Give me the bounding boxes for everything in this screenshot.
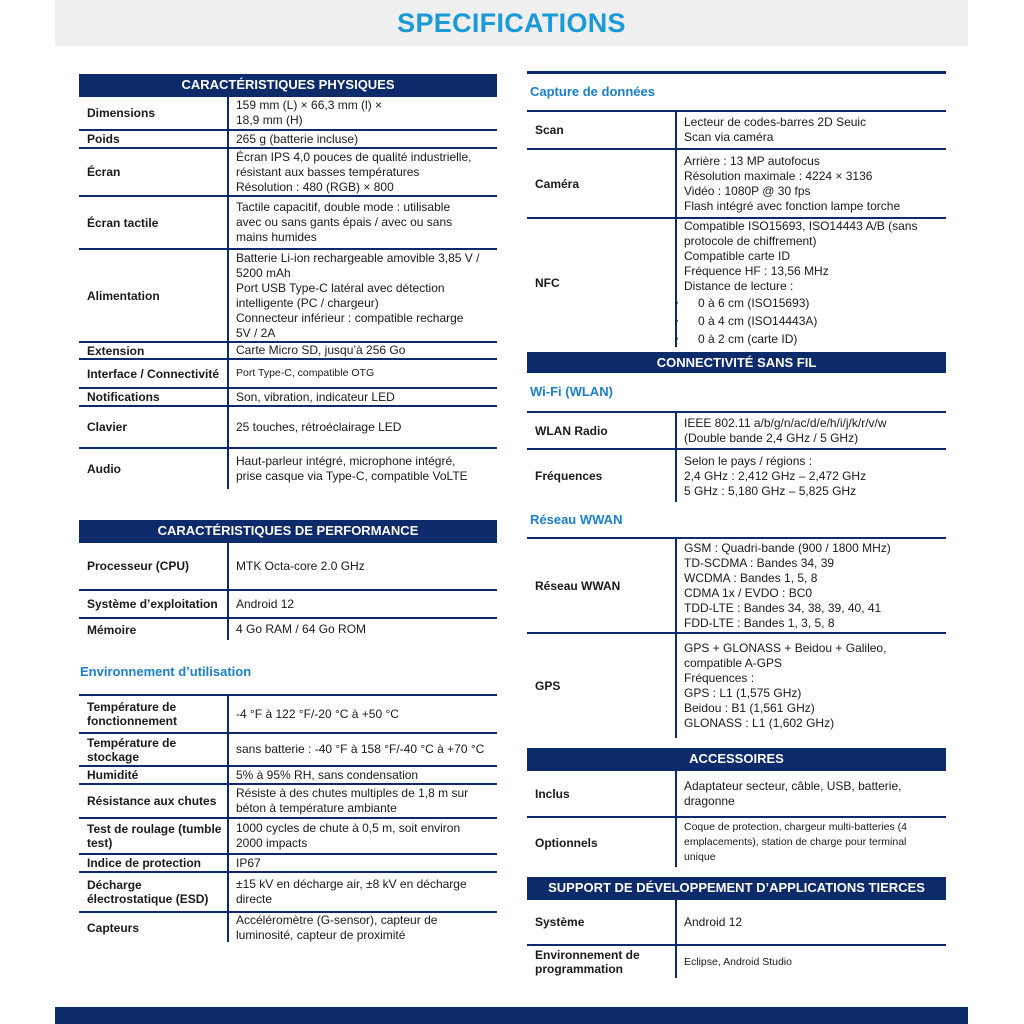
row-label: Extension [87,343,145,358]
value-line: sans batterie : -40 °F à 158 °F/-40 °C à +70 °C [236,742,485,756]
table-row [79,871,497,911]
section-header: CARACTÉRISTIQUES PHYSIQUES [79,74,497,95]
table-row [527,816,946,867]
table-row [79,617,497,640]
row-label: Mémoire [87,622,137,637]
value-line: 5% à 95% RH, sans condensation [236,767,419,782]
row-label: Indice de protection [87,856,202,870]
value-line: Résolution maximale : 4224 × 3136 [684,168,873,183]
table-row [527,537,946,632]
value-line: protocole de chiffrement) [684,233,817,248]
value-line: -4 °F à 122 °F/-20 °C à +50 °C [236,706,399,721]
table-row [79,248,497,341]
value-line: Connecteur inférieur : compatible recharge [236,310,464,325]
value-line: Coque de protection, chargeur multi-batteries (4 [684,821,907,833]
table-row [79,694,497,732]
value-line: 1000 cycles de chute à 0,5 m, soit environ [236,821,461,835]
value-line: (Double bande 2,4 GHz / 5 GHz) [684,430,859,445]
support-table [527,898,946,978]
row-value [675,771,946,816]
row-label: Humidité [87,768,139,782]
table-row [527,110,946,148]
row-value [675,450,946,502]
value-line: WCDMA : Bandes 1, 5, 8 [684,570,818,585]
value-line: avec ou sans gants épais / avec ou sans [236,215,453,229]
value-line: Eclipse, Android Studio [684,955,792,968]
page-title: SPECIFICATIONS [397,8,626,38]
value-line: 2,4 GHz : 2,412 GHz – 2,472 GHz [684,468,867,483]
row-value [227,250,497,341]
row-label: Écran tactile [87,215,159,230]
table-row [79,783,497,817]
wifi-table [527,411,946,502]
table-row [79,405,497,447]
wireless-section [527,352,946,738]
value-line: Adaptateur secteur, câble, USB, batterie, [684,778,902,793]
row-value [227,389,497,405]
row-value [227,873,497,911]
value-line: Carte Micro SD, jusqu’à 256 Go [236,343,406,357]
value-line: unique [684,851,716,863]
section-heading: Environnement d’utilisation [80,664,252,679]
value-line: Flash intégré avec fonction lampe torche [684,198,901,213]
value-line: MTK Octa-core 2.0 GHz [236,558,365,573]
row-value [227,97,497,129]
section-heading: Wi-Fi (WLAN) [530,384,613,399]
row-label: Environnement de programmation [535,948,640,976]
row-value [227,696,497,732]
value-line: 159 mm (L) × 66,3 mm (l) × [236,98,383,112]
value-line: Compatible carte ID [684,248,791,263]
row-label: Scan [535,123,564,137]
value-line: béton à température ambiante [236,801,397,815]
section-header: ACCESSOIRES [527,748,946,769]
row-value [227,819,497,853]
value-line: 265 g (batterie incluse) [236,131,359,146]
section-header: SUPPORT DE DÉVELOPPEMENT D’APPLICATIONS TIERCES [527,877,946,898]
environment-table [79,694,497,942]
accessories-table [527,769,946,867]
table-row [527,944,946,978]
row-value [227,543,497,589]
table-row [79,195,497,248]
section-header: CONNECTIVITÉ SANS FIL [527,352,946,373]
table-row [79,387,497,405]
support-section [527,877,946,978]
value-line: 5V / 2A [236,325,276,340]
value-line: Résiste à des chutes multiples de 1,8 m sur [236,786,469,800]
row-label: Poids [87,132,120,146]
row-label: Caméra [535,176,580,191]
table-row [527,632,946,738]
row-label: Réseau WWAN [535,578,621,593]
performance-table [79,541,497,640]
row-label: Inclus [535,786,570,801]
row-value [227,407,497,447]
value-line: résistant aux basses températures [236,164,420,179]
row-label: Décharge électrostatique (ESD) [87,878,209,906]
row-value [675,219,946,347]
value-line: 5200 mAh [236,265,291,280]
value-line: Son, vibration, indicateur LED [236,389,395,404]
value-line: GSM : Quadri-bande (900 / 1800 MHz) [684,540,891,555]
table-row [79,911,497,942]
table-row [79,147,497,195]
value-line: Fréquence HF : 13,56 MHz [684,263,829,278]
value-line: 2000 impacts [236,836,308,850]
bullet-item: • 0 à 2 cm (carte ID) [684,330,946,348]
capture-section [527,84,946,347]
table-row [79,95,497,129]
value-line: 18,9 mm (H) [236,113,303,127]
row-label: Interface / Connectivité [87,366,220,381]
row-value [675,634,946,738]
row-value [227,855,497,871]
wwan-table [527,537,946,738]
row-label: Fréquences [535,469,603,483]
value-line: Fréquences : [684,671,755,685]
value-line: Port USB Type-C latéral avec détection [236,280,445,295]
section-heading: Réseau WWAN [530,512,623,527]
environment-section [79,664,497,942]
row-label: Processeur (CPU) [87,559,190,573]
row-value [227,131,497,147]
row-label: WLAN Radio [535,423,608,438]
row-label: Température de fonctionnement [87,700,177,728]
divider [527,71,946,74]
row-value [227,785,497,817]
row-value [675,818,946,867]
value-line: IEEE 802.11 a/b/g/n/ac/d/e/h/i/j/k/r/v/w [684,415,887,430]
value-line: Arrière : 13 MP autofocus [684,153,820,168]
row-value [227,360,497,387]
value-line: Lecteur de codes-barres 2D Seuic [684,115,867,129]
value-line: Android 12 [684,914,743,929]
value-line: GPS + GLONASS + Beidou + Galileo, [684,641,887,655]
title-bar [55,0,968,46]
value-line: luminosité, capteur de proximité [236,927,406,942]
row-label: Capteurs [87,920,140,935]
row-label: Résistance aux chutes [87,794,217,808]
value-line: Compatible ISO15693, ISO14443 A/B (sans [684,218,918,233]
row-label: Écran [87,165,121,179]
row-label: Système [535,915,585,929]
row-value [675,946,946,978]
value-line: Résolution : 480 (RGB) × 800 [236,179,394,194]
value-line: 4 Go RAM / 64 Go ROM [236,622,367,636]
table-row [527,148,946,217]
table-row [79,732,497,765]
row-label: Système d’exploitation [87,597,218,611]
row-value [227,913,497,942]
row-value [227,343,497,358]
value-line: 25 touches, rétroéclairage LED [236,419,402,434]
value-line: ±15 kV en décharge air, ±8 kV en décharge [236,877,467,891]
value-line: TDD-LTE : Bandes 34, 38, 39, 40, 41 [684,600,882,615]
value-line: emplacements), station de charge pour terminal [684,836,907,848]
table-row [79,447,497,489]
value-line: Distance de lecture : [684,278,794,293]
section-heading: Capture de données [530,84,655,99]
value-line: directe [236,892,273,906]
row-value [227,591,497,617]
row-label: Audio [87,462,121,476]
table-row [527,217,946,347]
bullet-item: • 0 à 6 cm (ISO15693) [684,294,946,312]
bullet-item: • 0 à 4 cm (ISO14443A) [684,312,946,330]
value-line: GPS : L1 (1,575 GHz) [684,686,802,700]
table-row [79,817,497,853]
row-value [227,149,497,195]
row-label: Test de roulage (tumble test) [87,822,222,850]
value-line: Tactile capacitif, double mode : utilisable [236,200,451,214]
table-row [79,853,497,871]
row-label: Optionnels [535,835,598,850]
physical-section [79,74,497,489]
value-line: Port Type-C, compatible OTG [236,367,375,379]
capture-table [527,110,946,347]
value-line: dragonne [684,793,735,808]
value-line: FDD-LTE : Bandes 1, 3, 5, 8 [684,615,835,630]
table-row [79,765,497,783]
row-label: GPS [535,679,561,693]
value-line: Android 12 [236,596,295,611]
value-line: Accéléromètre (G-sensor), capteur de [236,912,438,927]
physical-table [79,95,497,489]
value-line: TD-SCDMA : Bandes 34, 39 [684,555,835,570]
value-line: Haut-parleur intégré, microphone intégré, [236,454,456,468]
row-label: NFC [535,276,560,290]
row-value [227,619,497,640]
value-line: prise casque via Type-C, compatible VoLTE [236,469,468,483]
value-line: mains humides [236,230,317,244]
accessories-section [527,748,946,867]
row-label: Clavier [87,420,128,434]
performance-section [79,520,497,640]
row-value [227,734,497,765]
value-line: Scan via caméra [684,130,774,144]
value-line: CDMA 1x / EVDO : BC0 [684,585,813,600]
table-row [527,769,946,816]
value-line: Selon le pays / régions : [684,453,813,468]
row-label: Température de stockage [87,735,177,764]
value-line: Vidéo : 1080P @ 30 fps [684,183,811,198]
table-row [527,411,946,448]
section-header: CARACTÉRISTIQUES DE PERFORMANCE [79,520,497,541]
value-line: 5 GHz : 5,180 GHz – 5,825 GHz [684,483,857,498]
table-row [79,341,497,358]
row-value [675,900,946,944]
value-line: intelligente (PC / chargeur) [236,295,379,310]
table-row [79,541,497,589]
value-line: GLONASS : L1 (1,602 GHz) [684,716,835,730]
table-row [79,129,497,147]
row-label: Notifications [87,390,160,404]
row-value [675,413,946,448]
row-value [675,150,946,217]
row-value [227,197,497,248]
value-line: Écran IPS 4,0 pouces de qualité industrielle, [236,149,472,164]
table-row [527,898,946,944]
table-row [79,358,497,387]
row-value [227,449,497,489]
value-line: Beidou : B1 (1,561 GHz) [684,701,815,715]
table-row [79,589,497,617]
table-row [527,448,946,502]
row-value [675,539,946,632]
row-label: Alimentation [87,288,160,303]
value-line: IP67 [236,855,261,870]
value-line: compatible A-GPS [684,656,783,670]
row-value [675,112,946,148]
value-line: Batterie Li-ion rechargeable amovible 3,85 V / [236,250,480,265]
footer-bar [55,1007,968,1024]
row-label: Dimensions [87,106,156,120]
row-value [227,767,497,783]
